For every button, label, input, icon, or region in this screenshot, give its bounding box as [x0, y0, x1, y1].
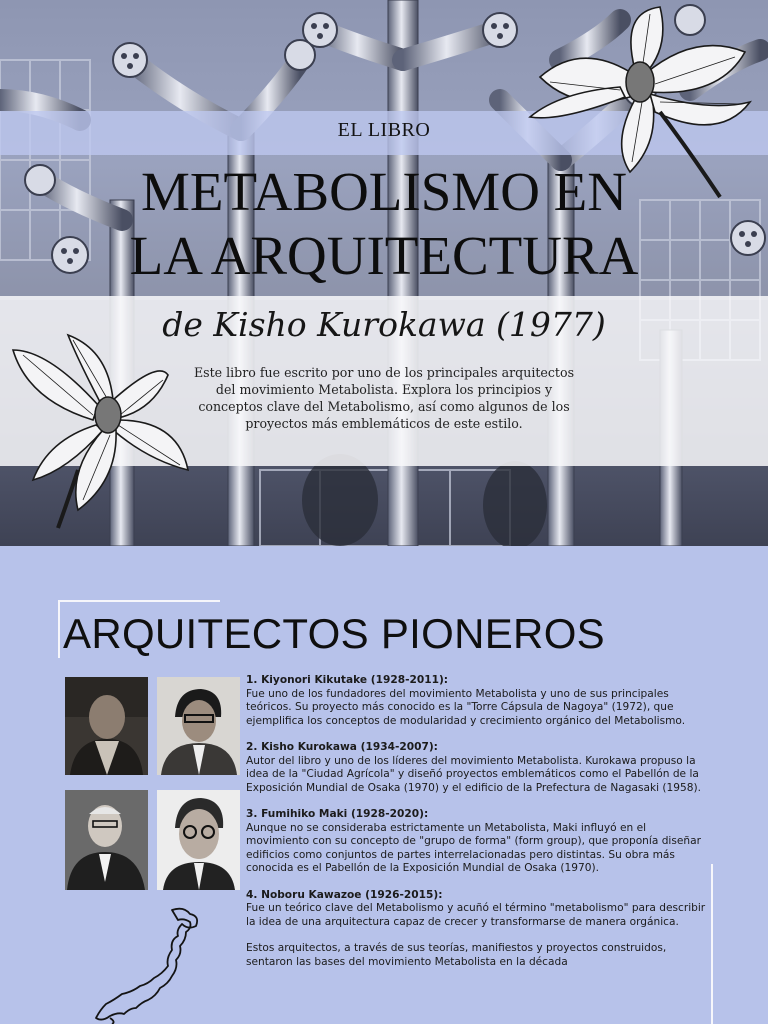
architect-portrait-photo	[157, 677, 240, 775]
book-byline: de Kisho Kurokawa (1977)	[162, 305, 606, 344]
architect-name: 3. Fumihiko Maki (1928-2020):	[246, 808, 429, 820]
architect-name: 1. Kiyonori Kikutake (1928-2011):	[246, 674, 449, 686]
magnolia-flower-illustration	[8, 330, 193, 530]
decorative-frame-line	[58, 600, 220, 602]
architect-entry	[246, 889, 710, 930]
architect-portrait-photo	[65, 677, 148, 775]
section-title: ARQUITECTOS PIONEROS	[63, 610, 605, 657]
architect-description: Aunque no se consideraba estrictamente un Metabolista, Maki influyó en el movimiento con su concepto de "grupo de forma" (form group), que proponía diseñar edificios como conjuntos de partes interrelacionadas pero distintas. Su obra más conocida es el Pabellón de la Exposición Mundial de Osaka (1970).	[246, 821, 701, 874]
book-title-line-1: METABOLISMO EN	[140, 161, 627, 222]
decorative-frame-line	[58, 600, 60, 658]
architect-entry	[246, 741, 710, 795]
architect-entry	[246, 674, 710, 728]
architect-name: 4. Noboru Kawazoe (1926-2015):	[246, 888, 443, 901]
architect-name: 2. Kisho Kurokawa (1934-2007):	[246, 741, 438, 753]
architect-description: Autor del libro y uno de los líderes del movimiento Metabolista. Kurokawa propuso la idea de la "Ciudad Agrícola" y diseñó proyectos emblemáticos como el Pabellón de la Exposición Mundial de Osaka (1970) y el edificio de la Prefectura de Nagasaki (1958).	[246, 754, 702, 794]
japan-map-outline	[92, 904, 212, 1024]
architect-description: Fue un teórico clave del Metabolismo y acuñó el término "metabolismo" para describir la idea de una arquitectura capaz de crecer y transformarse de manera orgánica.	[246, 902, 706, 928]
architect-entry	[246, 808, 710, 876]
architect-portrait-photo	[157, 790, 240, 890]
decorative-frame-line	[711, 864, 713, 1024]
architects-text-column	[246, 674, 710, 969]
eyebrow-label: EL LIBRO	[337, 119, 431, 141]
book-title-line-2: LA ARQUITECTURA	[129, 225, 639, 286]
book-title	[0, 160, 768, 288]
closing-paragraph: Estos arquitectos, a través de sus teorías, manifiestos y proyectos construidos, sentaron las bases del movimiento Metabolista en la década	[246, 942, 667, 968]
book-intro-paragraph: Este libro fue escrito por uno de los principales arquitectos del movimiento Metabolista. Explora los principios y conceptos clave del Metabolismo, así como algunos de los proyectos más emblemáticos de este estilo.	[193, 365, 575, 431]
architect-description: Fue uno de los fundadores del movimiento Metabolista y uno de sus principales teóricos. Su proyecto más conocido es la "Torre Cápsula de Nagoya" (1972), que ejemplifica los conceptos de modularidad y crecimiento orgánico del Metabolismo.	[246, 687, 686, 727]
architect-portrait-photo	[65, 790, 148, 890]
